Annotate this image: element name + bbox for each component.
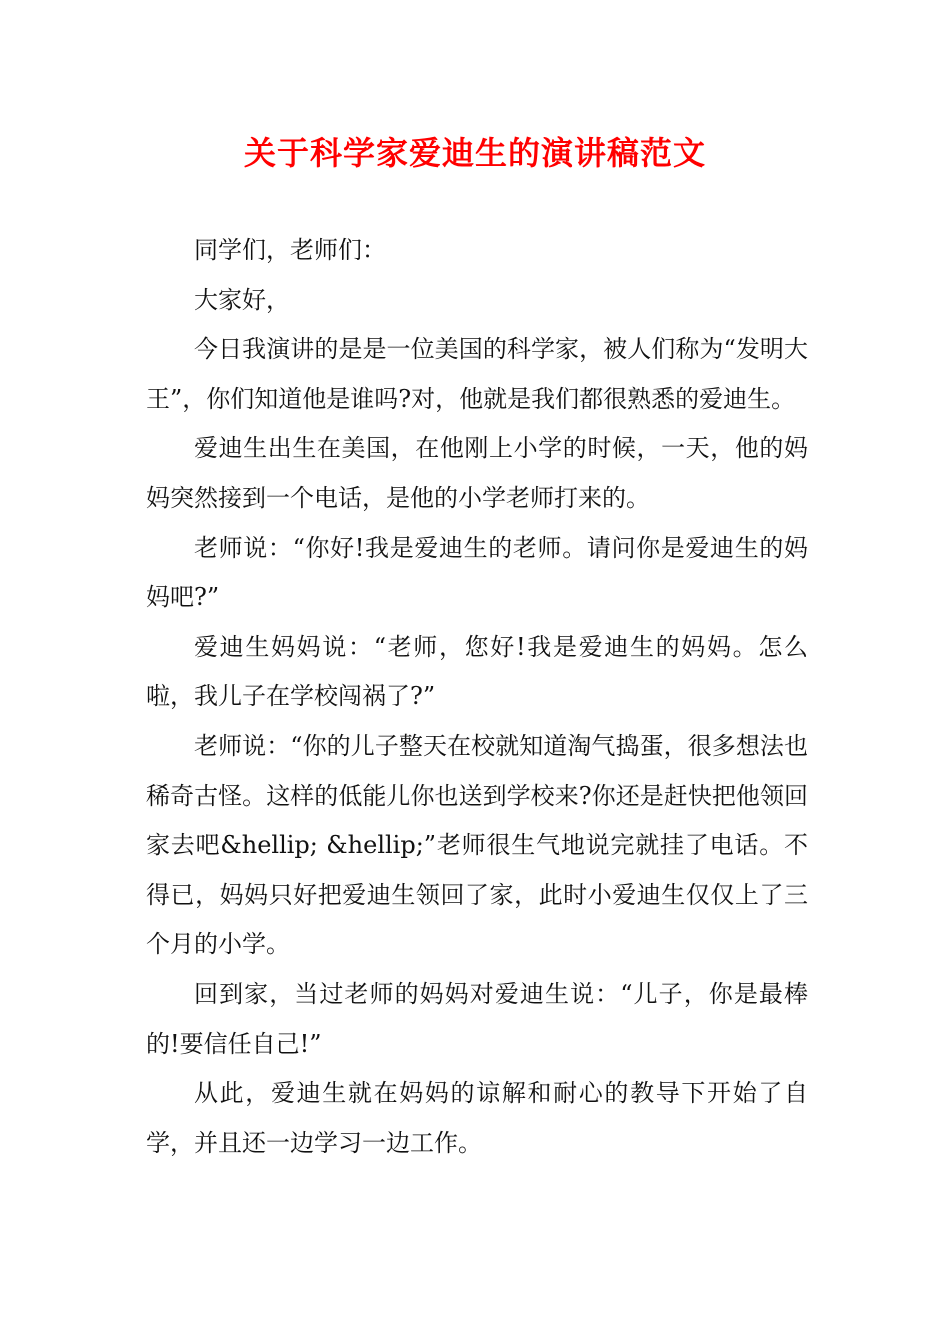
paragraph-mother-encourage: 回到家，当过老师的妈妈对爱迪生说：“儿子，你是最棒的!要信任自己!”	[146, 979, 808, 1058]
paragraph-teacher-complaint: 老师说：“你的儿子整天在校就知道淘气捣蛋，很多想法也稀奇古怪。这样的低能儿你也送到学校来?你还是赶快把他领回家去吧&hellip; &hellip;”老师很生气地说完就挂了电话。不得已，妈妈只好把爱迪生领回了家，此时小爱迪生仅仅上了三个月的小学。	[146, 731, 808, 959]
paragraph-self-study: 从此，爱迪生就在妈妈的谅解和耐心的教导下开始了自学，并且还一边学习一边工作。	[146, 1079, 808, 1157]
paragraph-childhood: 爱迪生出生在美国，在他刚上小学的时候，一天，他的妈妈突然接到一个电话，是他的小学老师打来的。	[146, 434, 808, 512]
document-title: 关于科学家爱迪生的演讲稿范文	[243, 134, 706, 172]
paragraph-greeting: 大家好，	[194, 285, 290, 314]
paragraph-mother-reply: 爱迪生妈妈说：“老师，您好!我是爱迪生的妈妈。怎么啦，我儿子在学校闯祸了?”	[146, 632, 808, 711]
paragraph-teacher-call: 老师说：“你好!我是爱迪生的老师。请问你是爱迪生的妈妈吧?”	[146, 533, 808, 612]
paragraph-greeting-audience: 同学们，老师们：	[194, 236, 386, 264]
document-body	[146, 226, 808, 1168]
paragraph-intro: 今日我演讲的是是一位美国的科学家，被人们称为“发明大王”，你们知道他是谁吗?对，他就是我们都很熟悉的爱迪生。	[146, 335, 808, 413]
